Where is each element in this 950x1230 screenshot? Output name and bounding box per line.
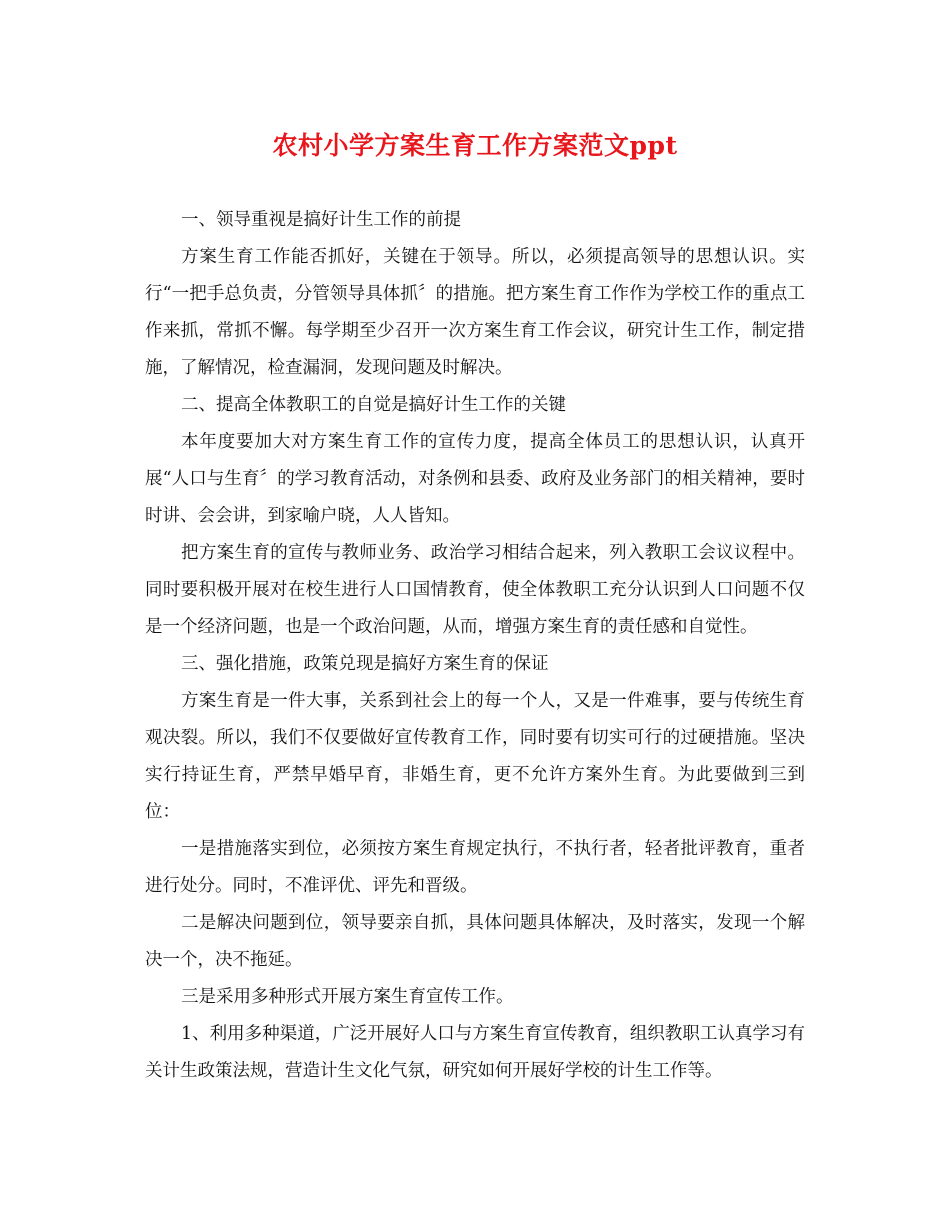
paragraph: 本年度要加大对方案生育工作的宣传力度，提高全体员工的思想认识，认真开展“人口与生育〞的学习教育活动，对条例和县委、政府及业务部门的相关精神，要时时讲、会会讲，到家喻户晓，人人皆知。 (145, 432, 805, 526)
paragraph: 方案生育工作能否抓好，关键在于领导。所以，必须提高领导的思想认识。实行“一把手总负责，分管领导具体抓〞的措施。把方案生育工作作为学校工作的重点工作来抓，常抓不懈。每学期至少召开一次方案生育工作会议，研究计生工作，制定措施，了解情况，检查漏洞，发现问题及时解决。 (145, 247, 805, 378)
paragraph: 方案生育是一件大事，关系到社会上的每一个人，又是一件难事，要与传统生育观决裂。所以，我们不仅要做好宣传教育工作，同时要有切实可行的过硬措施。坚决实行持证生育，严禁早婚早育，非婚生育，更不允许方案外生育。为此要做到三到位： (145, 691, 805, 822)
sub-heading: 三是采用多种形式开展方案生育宣传工作。 (181, 987, 514, 1007)
section-heading-3: 三、强化措施，政策兑现是搞好方案生育的保证 (181, 654, 549, 674)
paragraph: 把方案生育的宣传与教师业务、政治学习相结合起来，列入教职工会议议程中。同时要积极开展对在校生进行人口国情教育，使全体教职工充分认识到人口问题不仅是一个经济问题，也是一个政治问题，从而，增强方案生育的责任感和自觉性。 (145, 543, 805, 637)
paragraph: 一是措施落实到位，必须按方案生育规定执行，不执行者，轻者批评教育，重者进行处分。同时，不准评优、评先和晋级。 (145, 839, 805, 896)
section-heading-1: 一、领导重视是搞好计生工作的前提 (181, 210, 461, 230)
document-body (145, 202, 805, 1090)
paragraph: 1、利用多种渠道，广泛开展好人口与方案生育宣传教育，组织教职工认真学习有关计生政策法规，营造计生文化气氛，研究如何开展好学校的计生工作等。 (145, 1024, 805, 1081)
section-heading-2: 二、提高全体教职工的自觉是搞好计生工作的关键 (181, 395, 566, 415)
paragraph: 二是解决问题到位，领导要亲自抓，具体问题具体解决，及时落实，发现一个解决一个，决不拖延。 (145, 913, 805, 970)
document-title: 农村小学方案生育工作方案范文ppt (272, 131, 678, 160)
